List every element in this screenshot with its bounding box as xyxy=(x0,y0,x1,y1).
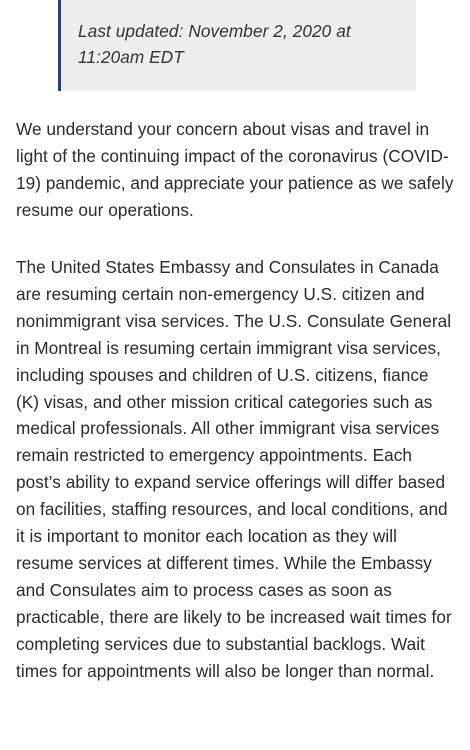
last-updated-text: Last updated: November 2, 2020 at 11:20am EDT xyxy=(78,21,351,67)
intro-paragraph: We understand your concern about visas and travel in light of the continuing impact of the coronavirus (COVID-19) pandemic, and appreciate your patience as we safely resume our operations. xyxy=(16,119,454,220)
last-updated-notice xyxy=(58,0,416,91)
services-paragraph: The United States Embassy and Consulates in Canada are resuming certain non-emergency U.S. citizen and nonimmigrant visa services. The U.S. Consulate General in Montreal is resuming certain immigrant visa services, including spouses and children of U.S. citizens, fiance (K) visas, and other mission critical categories such as medical professionals. All other immigrant visa services remain restricted to emergency appointments. Each post’s ability to expand service offerings will differ based on facilities, staffing resources, and local conditions, and it is important to monitor each location as they will resume services at different times. While the Embassy and Consulates aim to process cases as soon as practicable, there are likely to be increased wait times for completing services due to substantial backlogs. Wait times for appointments will also be longer than normal. xyxy=(16,257,452,681)
